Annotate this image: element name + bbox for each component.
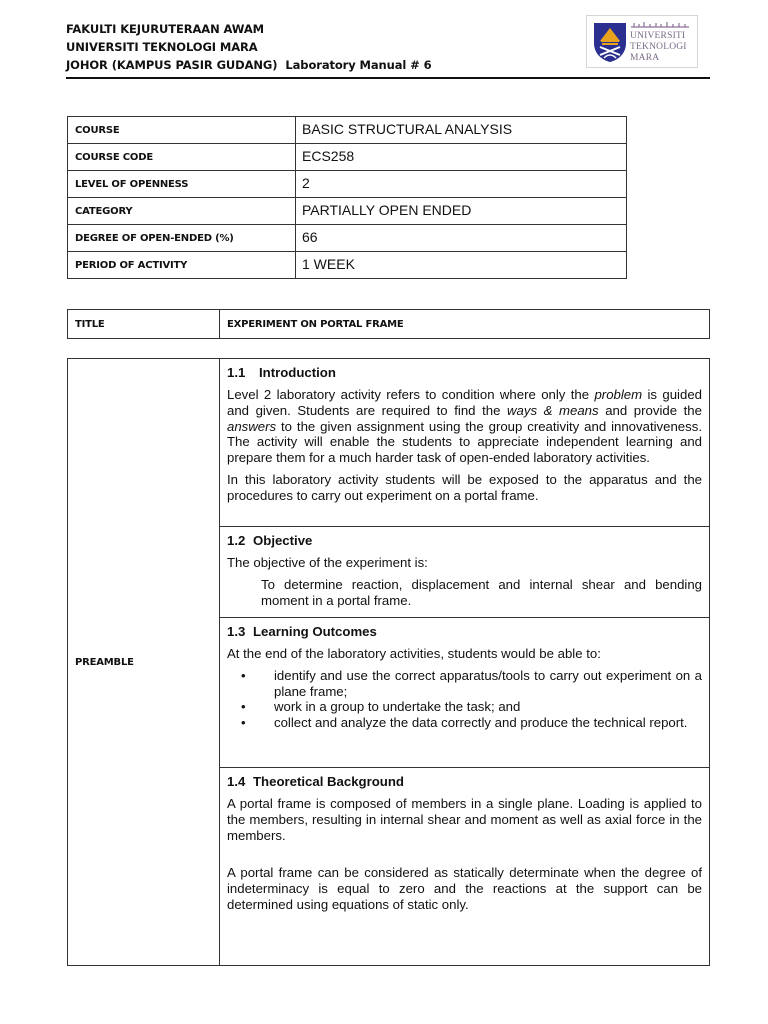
preamble-label: PREAMBLE [68, 359, 220, 966]
bullet-icon: • [241, 667, 246, 683]
row-value: ECS258 [296, 144, 627, 171]
logo-text-mara: MARA [630, 53, 660, 63]
university-name: UNIVERSITI TEKNOLOGI MARA [66, 40, 258, 54]
background-paragraph-2: A portal frame can be considered as statically determinate when the degree of indeterminacy is equal to zero and the reactions at the support can be determined using equations of static only. [227, 865, 702, 912]
uitm-shield-icon [592, 21, 628, 63]
jawi-script-icon [630, 21, 690, 29]
manual-number: Laboratory Manual # 6 [285, 58, 432, 72]
row-value: 1 WEEK [296, 252, 627, 279]
objective-text: To determine reaction, displacement and internal shear and bending moment in a portal frame. [261, 576, 702, 608]
table-row [68, 198, 627, 225]
title-label: TITLE [68, 310, 220, 339]
objective-section [220, 527, 710, 618]
experiment-title: EXPERIMENT ON PORTAL FRAME [220, 310, 710, 339]
bullet-icon: • [241, 715, 246, 731]
objective-lead: The objective of the experiment is: [227, 555, 428, 570]
row-label: CATEGORY [68, 198, 296, 225]
preamble-table [67, 358, 710, 966]
table-row [68, 310, 710, 339]
introduction-section [220, 359, 710, 527]
uitm-logo [586, 15, 698, 68]
logo-text-teknologi: TEKNOLOGI [630, 42, 687, 52]
row-value: PARTIALLY OPEN ENDED [296, 198, 627, 225]
logo-text-universiti: UNIVERSITI [630, 31, 686, 41]
row-value: 66 [296, 225, 627, 252]
section-heading: 1.1 Introduction [227, 365, 336, 380]
section-heading: 1.2 Objective [227, 533, 313, 548]
table-row [68, 252, 627, 279]
theoretical-background-section [220, 768, 710, 966]
campus-name: JOHOR (KAMPUS PASIR GUDANG) [66, 58, 278, 72]
row-value: BASIC STRUCTURAL ANALYSIS [296, 117, 627, 144]
outcomes-list [227, 668, 702, 731]
header-rule [66, 77, 710, 79]
row-label: PERIOD OF ACTIVITY [68, 252, 296, 279]
table-row [68, 144, 627, 171]
faculty-name: FAKULTI KEJURUTERAAN AWAM [66, 22, 264, 36]
background-paragraph: A portal frame is composed of members in a single plane. Loading is applied to the members, resulting in internal shear and moment as well as axial force in the members. [227, 796, 702, 843]
table-row [68, 225, 627, 252]
outcomes-lead: At the end of the laboratory activities, students would be able to: [227, 646, 601, 661]
intro-paragraph: Level 2 laboratory activity refers to condition where only the problem is guided and given. Students are required to find the ways & means and provide the answers to the given assignment using the group creativity and innovativeness. The activity will enable the students to appreciate independent learning and prepare them for a much harder task of open-ended laboratory activities. [227, 387, 702, 466]
campus-line [66, 56, 431, 74]
list-item: • work in a group to undertake the task; and [241, 699, 521, 715]
course-info-table [67, 116, 627, 279]
list-item: • collect and analyze the data correctly and produce the technical report. [241, 715, 688, 731]
row-label: LEVEL OF OPENNESS [68, 171, 296, 198]
learning-outcomes-section [220, 618, 710, 768]
row-value: 2 [296, 171, 627, 198]
intro-paragraph-2: In this laboratory activity students will be exposed to the apparatus and the procedures to carry out experiment on a portal frame. [227, 471, 702, 503]
row-label: COURSE [68, 117, 296, 144]
section-heading: 1.4 Theoretical Background [227, 774, 404, 789]
table-row [68, 117, 627, 144]
section-heading: 1.3 Learning Outcomes [227, 624, 377, 639]
title-table [67, 309, 710, 339]
bullet-icon: • [241, 699, 246, 715]
row-label: COURSE CODE [68, 144, 296, 171]
list-item: • identify and use the correct apparatus/tools to carry out experiment on a plane frame; [241, 667, 702, 699]
table-row [68, 171, 627, 198]
document-header [66, 20, 431, 74]
row-label: DEGREE OF OPEN-ENDED (%) [68, 225, 296, 252]
